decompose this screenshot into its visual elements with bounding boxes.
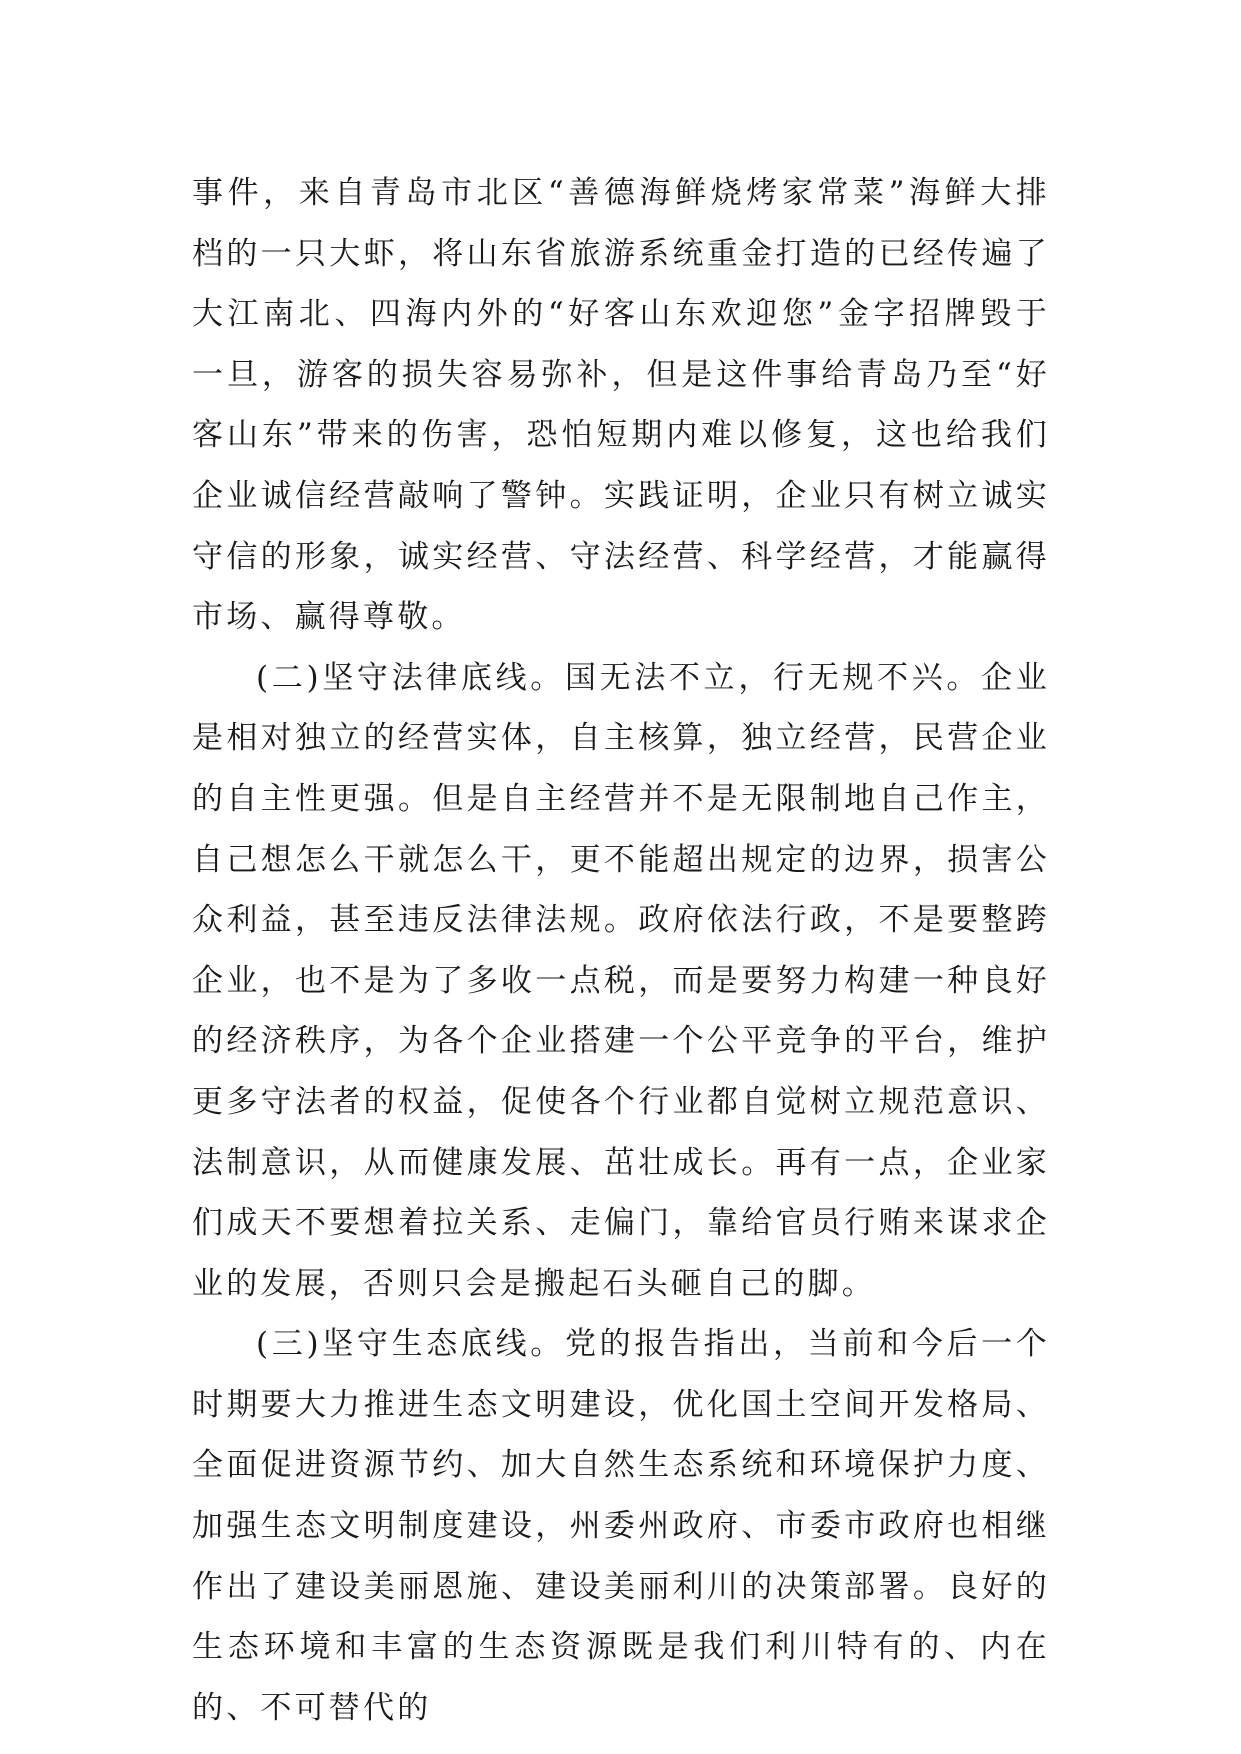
paragraph-ecological-bottom-line: (三)坚守生态底线。党的报告指出，当前和今后一个时期要大力推进生态文明建设，优化国土空间开发格局、全面促进资源节约、加大自然生态系统和环境保护力度、加强生态文明制度建设，州委州政府、市委市政府也相继作出了建设美丽恩施、建设美丽利川的决策部署。良好的生态环境和丰富的生态资源既是我们利川特有的、内在的、不可替代的 [192,1326,1050,1726]
body-text [192,163,1050,1738]
paragraph-continued: 事件，来自青岛市北区“善德海鲜烧烤家常菜”海鲜大排档的一只大虾，将山东省旅游系统重金打造的已经传遍了大江南北、四海内外的“好客山东欢迎您”金字招牌毁于一旦，游客的损失容易弥补，但是这件事给青岛乃至“好客山东”带来的伤害，恐怕短期内难以修复，这也给我们企业诚信经营敲响了警钟。实践证明，企业只有树立诚实守信的形象，诚实经营、守法经营、科学经营，才能赢得市场、赢得尊敬。 [192,175,1050,636]
paragraph-legal-bottom-line: (二)坚守法律底线。国无法不立，行无规不兴。企业是相对独立的经营实体，自主核算，独立经营，民营企业的自主性更强。但是自主经营并不是无限制地自己作主，自己想怎么干就怎么干，更不能超出规定的边界，损害公众利益，甚至违反法律法规。政府依法行政，不是要整跨企业，也不是为了多收一点税，而是要努力构建一种良好的经济秩序，为各个企业搭建一个公平竞争的平台，维护更多守法者的权益，促使各个行业都自觉树立规范意识、法制意识，从而健康发展、茁壮成长。再有一点，企业家们成天不要想着拉关系、走偏门，靠给官员行贿来谋求企业的发展，否则只会是搬起石头砸自己的脚。 [192,659,1050,1302]
